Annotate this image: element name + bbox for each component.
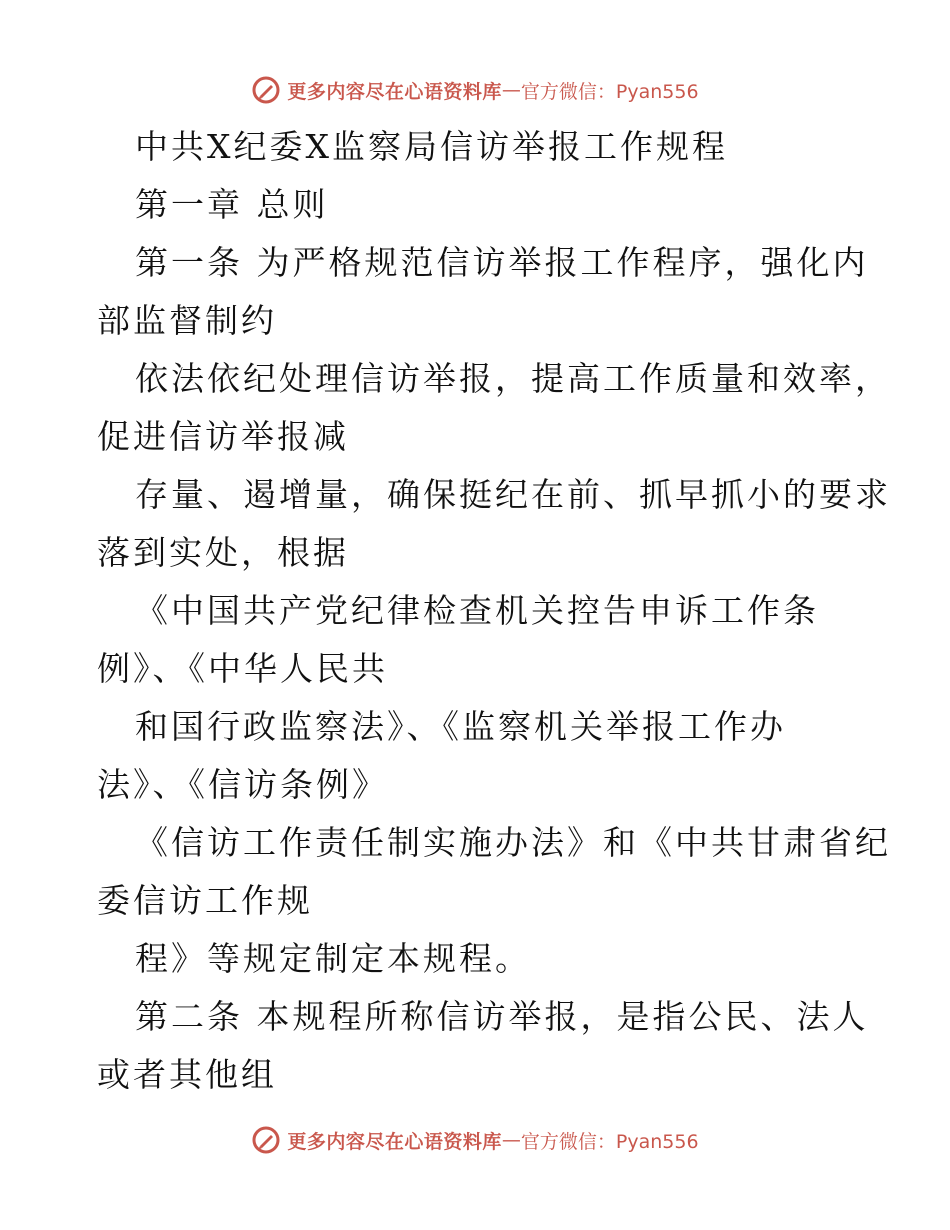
paragraph-line: 和国行政监察法》、《监察机关举报工作办 bbox=[135, 707, 786, 746]
paragraph-line: 第一条 为严格规范信访举报工作程序，强化内 bbox=[135, 243, 869, 282]
paragraph-line: 或者其他组 bbox=[97, 1055, 277, 1094]
chapter-heading: 第一章 总则 bbox=[135, 185, 329, 224]
paragraph-line: 《中国共产党纪律检查机关控告申诉工作条 bbox=[135, 591, 819, 630]
paragraph-line: 法》、《信访条例》 bbox=[97, 765, 388, 804]
paragraph-line: 促进信访举报减 bbox=[97, 417, 349, 456]
watermark-brand: 更多内容尽在心语资料库 bbox=[287, 80, 502, 103]
watermark-channel: 官方微信：Pyan556 bbox=[520, 80, 699, 103]
watermark-separator: — bbox=[501, 1129, 521, 1151]
paragraph-line: 例》、《中华人民共 bbox=[97, 649, 388, 688]
paragraph-line: 存量、遏增量，确保挺纪在前、抓早抓小的要求 bbox=[135, 475, 891, 514]
header-watermark bbox=[0, 70, 950, 110]
pen-logo-icon bbox=[251, 75, 281, 105]
paragraph-line: 依法依纪处理信访举报，提高工作质量和效率， bbox=[135, 359, 891, 398]
paragraph-line: 落到实处，根据 bbox=[97, 533, 349, 572]
document-title: 中共X纪委X监察局信访举报工作规程 bbox=[135, 127, 728, 166]
pen-logo-icon bbox=[251, 1125, 281, 1155]
paragraph-line: 程》等规定制定本规程。 bbox=[135, 939, 531, 978]
paragraph-line: 第二条 本规程所称信访举报，是指公民、法人 bbox=[135, 997, 869, 1036]
paragraph-line: 《信访工作责任制实施办法》和《中共甘肃省纪 bbox=[135, 823, 891, 862]
paragraph-line: 委信访工作规 bbox=[97, 881, 313, 920]
paragraph-line: 部监督制约 bbox=[97, 301, 277, 340]
footer-watermark bbox=[0, 1120, 950, 1160]
watermark-separator: — bbox=[501, 79, 521, 101]
watermark-channel: 官方微信：Pyan556 bbox=[520, 1130, 699, 1153]
watermark-brand: 更多内容尽在心语资料库 bbox=[287, 1130, 502, 1153]
